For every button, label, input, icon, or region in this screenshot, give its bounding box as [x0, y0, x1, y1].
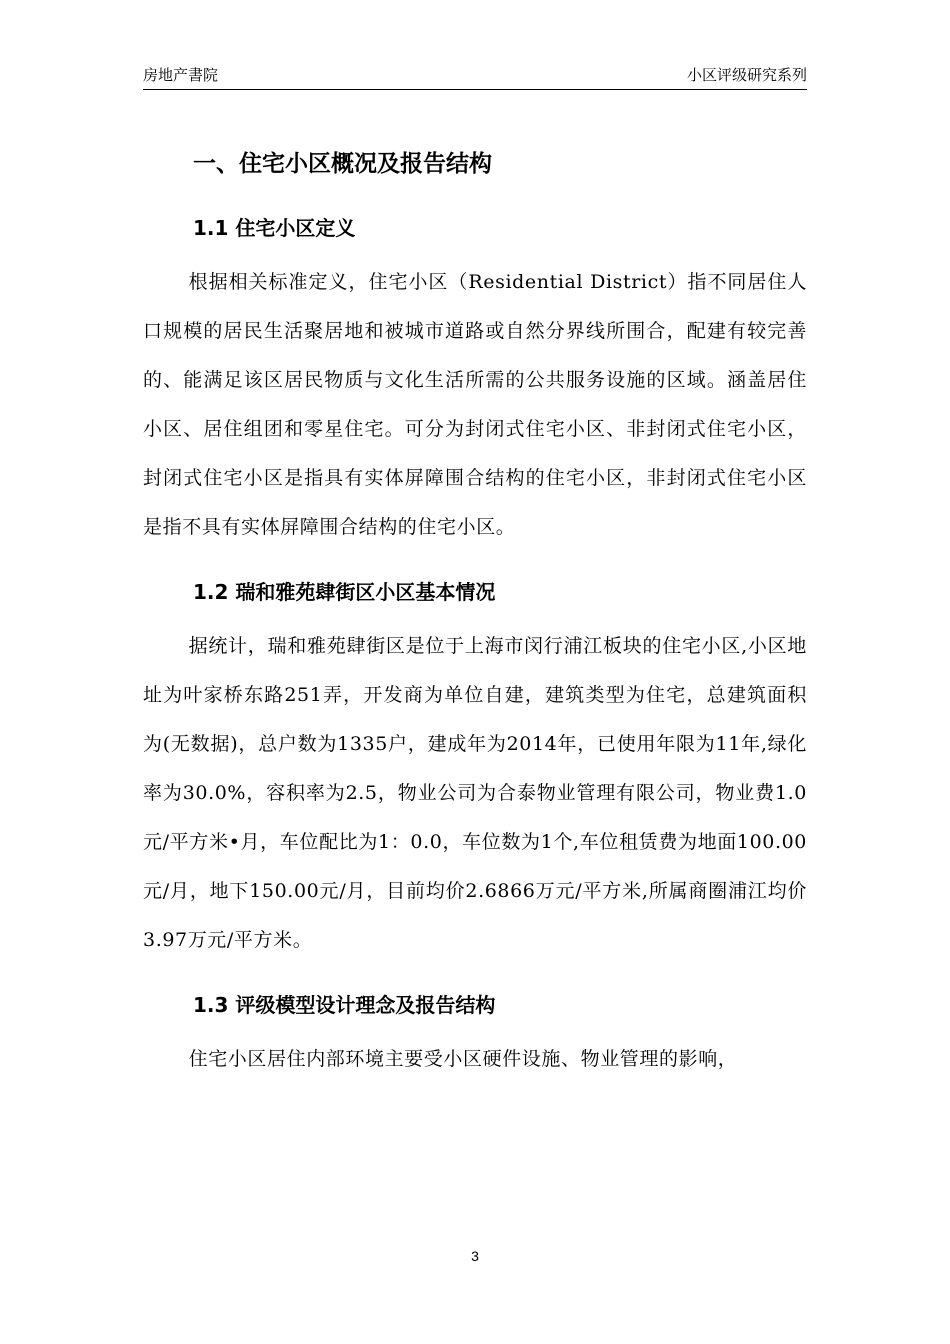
main-content [143, 140, 807, 1084]
header-publisher: 房地产書院 [143, 67, 219, 84]
page-number: 3 [471, 1248, 479, 1264]
subsection-heading-1-1: 1.1 住宅小区定义 [193, 216, 356, 240]
paragraph-definition: 根据相关标准定义，住宅小区（Residential District）指不同居住人口规模的居民生活聚居地和被城市道路或自然分界线所围合，配建有较完善的、能满足该区居民物质与文化生活所需的公共服务设施的区域。涵盖居住小区、居住组团和零星住宅。可分为封闭式住宅小区、非封闭式住宅小区，封闭式住宅小区是指具有实体屏障围合结构的住宅小区，非封闭式住宅小区是指不具有实体屏障围合结构的住宅小区。 [143, 271, 807, 538]
header-series-title: 小区评级研究系列 [686, 67, 807, 84]
section-heading-1: 一、住宅小区概况及报告结构 [193, 151, 492, 177]
paragraph-basic-info: 据统计，瑞和雅苑肆街区是位于上海市闵行浦江板块的住宅小区,小区地址为叶家桥东路251弄，开发商为单位自建，建筑类型为住宅，总建筑面积为(无数据)，总户数为1335户，建成年为2014年，已使用年限为11年,绿化率为30.0%，容积率为2.5，物业公司为合泰物业管理有限公司，物业费1.0元/平方米•月，车位配比为1：0.0，车位数为1个,车位租赁费为地面100.00元/月，地下150.00元/月，目前均价2.6866万元/平方米,所属商圈浦江均价3.97万元/平方米。 [143, 635, 807, 951]
subsection-heading-1-3: 1.3 评级模型设计理念及报告结构 [193, 993, 496, 1017]
paragraph-model-design: 住宅小区居住内部环境主要受小区硬件设施、物业管理的影响， [188, 1048, 738, 1070]
subsection-heading-1-2: 1.2 瑞和雅苑肆街区小区基本情况 [193, 580, 496, 604]
page-header [143, 66, 807, 90]
header-divider [143, 89, 807, 90]
